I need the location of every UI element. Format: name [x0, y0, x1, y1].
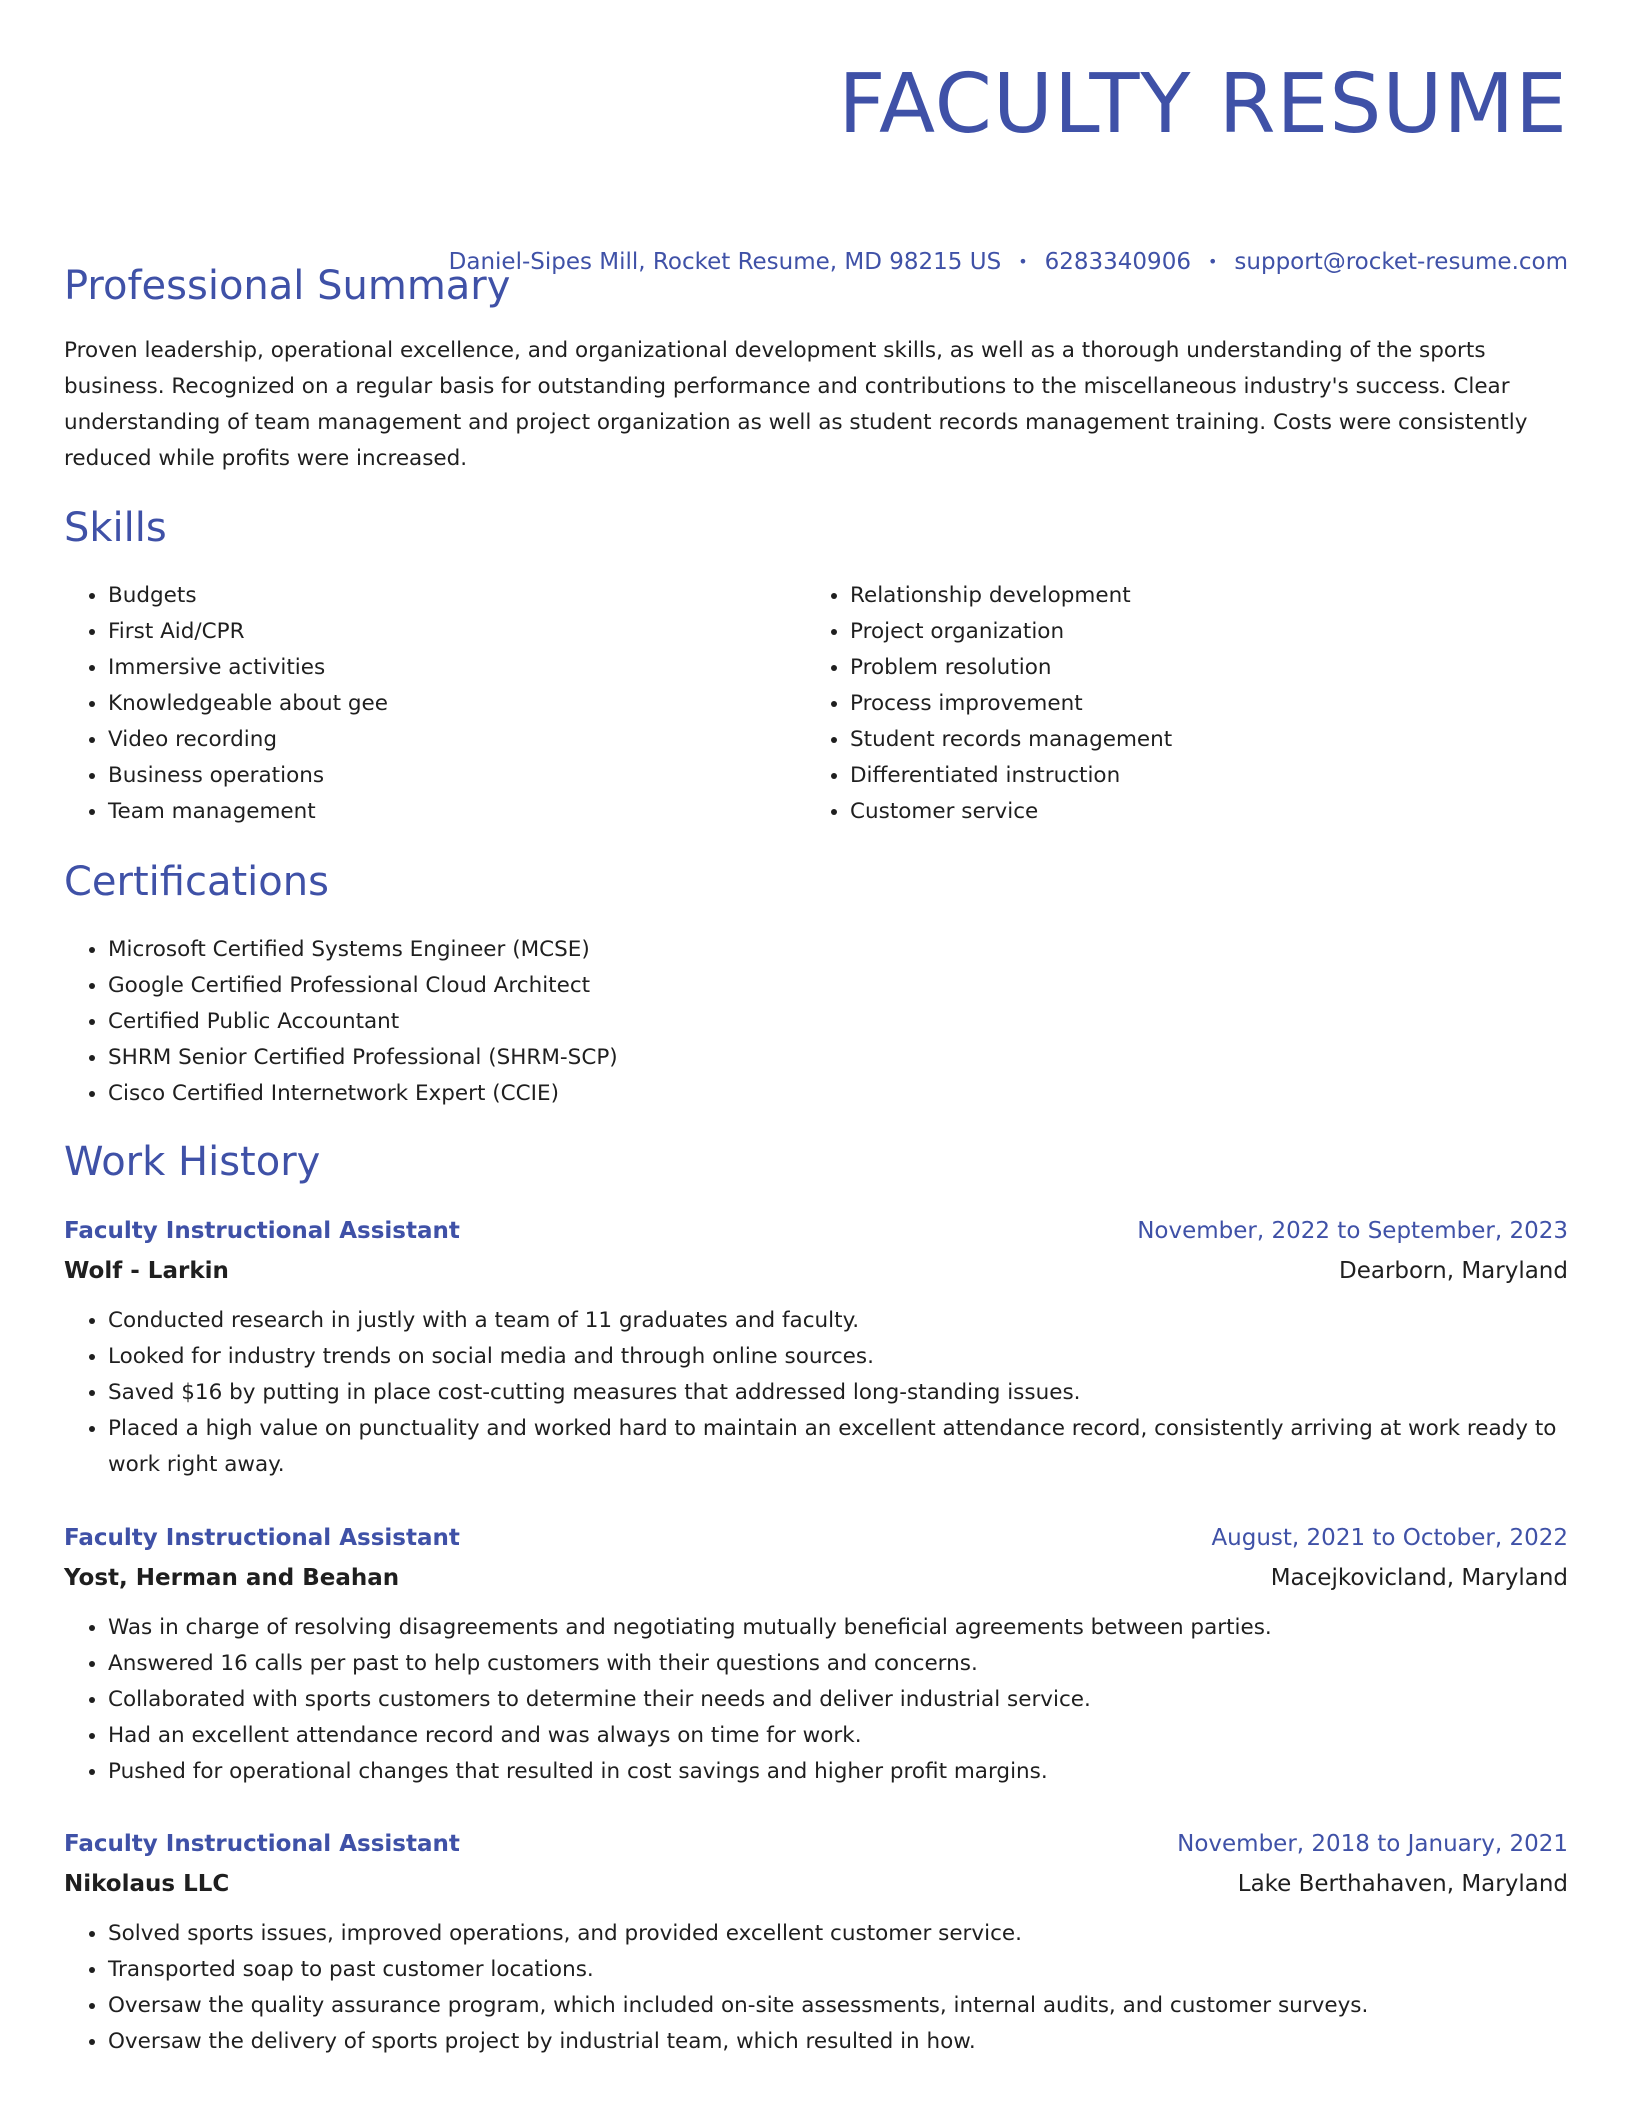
contact-separator: • — [1018, 252, 1028, 271]
job-bullet: • Looked for industry trends on social media and through online sources. — [108, 1339, 1568, 1375]
summary-text: Proven leadership, operational excellence, and organizational development skills, as well as a thorough understanding of the sports business. Recognized on a regular basis for outstanding performance and contributions to the miscellaneous industry's success. Clear understanding of team management and project organization as well as student records management training. Costs were consistently reduced while profits were increased. — [64, 338, 1528, 471]
work-history-heading: Work History — [64, 1139, 321, 1185]
skill-item: • First Aid/CPR — [108, 614, 806, 650]
job-title: Faculty Instructional Assistant — [64, 1525, 460, 1551]
skill-item: • Budgets — [108, 578, 806, 614]
job-dates: November, 2018 to January, 2021 — [1177, 1831, 1568, 1857]
certification-item: • Certified Public Accountant — [108, 1004, 1568, 1040]
skill-item: • Customer service — [850, 794, 1548, 830]
job-location: Lake Berthahaven, Maryland — [1237, 1871, 1568, 1897]
resume-title: FACULTY RESUME — [838, 57, 1568, 152]
skill-item: • Immersive activities — [108, 650, 806, 686]
job-bullet: • Transported soap to past customer locations. — [108, 1952, 1568, 1988]
job-entry — [64, 1211, 1568, 1483]
job-company: Nikolaus LLC — [64, 1871, 230, 1897]
skill-item: • Student records management — [850, 722, 1548, 758]
job-bullet: • Saved $16 by putting in place cost-cutting measures that addressed long-standing issues. — [108, 1375, 1568, 1411]
job-bullet: • Solved sports issues, improved operations, and provided excellent customer service. — [108, 1916, 1568, 1952]
job-bullet: • Oversaw the delivery of sports project by industrial team, which resulted in how. — [108, 2024, 1568, 2060]
contact-address: Daniel-Sipes Mill, Rocket Resume, MD 98215 US — [448, 249, 1002, 275]
job-bullet: • Had an excellent attendance record and was always on time for work. — [108, 1718, 1568, 1754]
skill-item: • Relationship development — [850, 578, 1548, 614]
skill-item: • Business operations — [108, 758, 806, 794]
skill-item: • Differentiated instruction — [850, 758, 1548, 794]
job-location: Macejkovicland, Maryland — [1270, 1565, 1568, 1591]
skill-item: • Video recording — [108, 722, 806, 758]
job-bullet: • Collaborated with sports customers to determine their needs and deliver industrial service. — [108, 1682, 1568, 1718]
contact-email: support@rocket-resume.com — [1234, 249, 1568, 275]
certifications-heading: Certifications — [64, 859, 329, 905]
skill-item: • Problem resolution — [850, 650, 1548, 686]
certification-item: • Microsoft Certified Systems Engineer (MCSE) — [108, 932, 1568, 968]
job-company: Wolf - Larkin — [64, 1258, 229, 1284]
summary-heading: Professional Summary — [64, 263, 511, 309]
job-bullet: • Oversaw the quality assurance program, which included on-site assessments, internal audits, and customer surveys. — [108, 1988, 1568, 2024]
job-location: Dearborn, Maryland — [1338, 1258, 1568, 1284]
contact-separator: • — [1207, 252, 1218, 271]
contact-line — [449, 247, 1568, 277]
job-title: Faculty Instructional Assistant — [64, 1831, 460, 1857]
skill-item: • Knowledgeable about gee — [108, 686, 806, 722]
skills-heading: Skills — [64, 505, 167, 551]
job-entry — [64, 1824, 1568, 2060]
job-bullet: • Placed a high value on punctuality and worked hard to maintain an excellent attendance record, consistently arriving at work ready to work right away. — [108, 1411, 1568, 1483]
job-dates: November, 2022 to September, 2023 — [1137, 1218, 1568, 1244]
certifications-list — [64, 932, 1568, 1112]
skill-item: • Project organization — [850, 614, 1548, 650]
contact-phone: 6283340906 — [1044, 249, 1191, 275]
job-company: Yost, Herman and Beahan — [64, 1565, 400, 1591]
skills-list — [64, 578, 1568, 830]
job-entry — [64, 1518, 1568, 1790]
skill-item: • Team management — [108, 794, 806, 830]
skills-column-left — [64, 578, 806, 830]
job-title: Faculty Instructional Assistant — [64, 1218, 460, 1244]
job-bullet: • Pushed for operational changes that resulted in cost savings and higher profit margins. — [108, 1754, 1568, 1790]
job-dates: August, 2021 to October, 2022 — [1211, 1525, 1568, 1551]
skills-column-right — [806, 578, 1548, 830]
job-bullet: • Answered 16 calls per past to help customers with their questions and concerns. — [108, 1646, 1568, 1682]
skill-item: • Process improvement — [850, 686, 1548, 722]
job-bullet: • Was in charge of resolving disagreements and negotiating mutually beneficial agreements between parties. — [108, 1610, 1568, 1646]
certification-item: • Cisco Certified Internetwork Expert (CCIE) — [108, 1076, 1568, 1112]
certification-item: • Google Certified Professional Cloud Architect — [108, 968, 1568, 1004]
certification-item: • SHRM Senior Certified Professional (SHRM-SCP) — [108, 1040, 1568, 1076]
job-bullet: • Conducted research in justly with a team of 11 graduates and faculty. — [108, 1303, 1568, 1339]
